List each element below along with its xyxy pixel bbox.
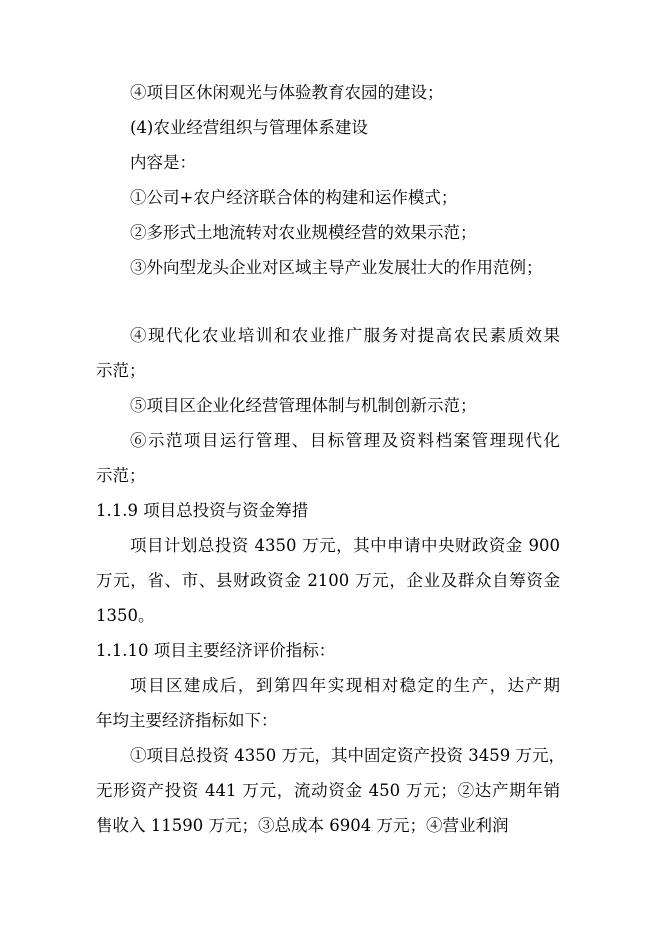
investment-paragraph-line2: 万元，省、市、县财政资金 2100 万元，企业及群众自筹资金 — [96, 571, 560, 590]
list-item-archive-line1: ⑥示范项目运行管理、目标管理及资料档案管理现代化 — [130, 431, 560, 450]
investment-paragraph-line1: 项目计划总投资 4350 万元，其中申请中央财政资金 900 — [130, 536, 560, 555]
investment-paragraph-line3: 1350。 — [96, 606, 155, 625]
indicators-detail-line2: 无形资产投资 441 万元，流动资金 450 万元；②达产期年销 — [96, 781, 560, 800]
section-heading-economic-indicators: 1.1.10 项目主要经济评价指标： — [96, 641, 336, 660]
list-item-leisure-garden: ④项目区休闲观光与体验教育农园的建设； — [130, 83, 444, 102]
list-item-training-line2: 示范； — [96, 361, 146, 380]
content-label: 内容是： — [130, 153, 196, 172]
indicators-paragraph-line1: 项目区建成后，到第四年实现相对稳定的生产，达产期 — [130, 676, 560, 695]
list-item-leading-enterprise: ③外向型龙头企业对区域主导产业发展壮大的作用范例； — [130, 258, 543, 277]
list-item-management-innovation: ⑤项目区企业化经营管理体制与机制创新示范； — [130, 396, 477, 415]
section-heading-organization: (4)农业经营组织与管理体系建设 — [130, 118, 368, 137]
indicators-detail-line3: 售收入 11590 万元；③总成本 6904 万元；④营业利润 — [96, 816, 509, 835]
list-item-land-transfer: ②多形式土地流转对农业规模经营的效果示范； — [130, 223, 477, 242]
list-item-archive-line2: 示范； — [96, 466, 146, 485]
indicators-detail-line1: ①项目总投资 4350 万元，其中固定资产投资 3459 万元， — [130, 746, 565, 765]
indicators-paragraph-line2: 年均主要经济指标如下： — [96, 711, 278, 730]
list-item-training-line1: ④现代化农业培训和农业推广服务对提高农民素质效果 — [130, 326, 560, 345]
list-item-company-farmer: ①公司+农户经济联合体的构建和运作模式； — [130, 188, 458, 207]
section-heading-investment: 1.1.9 项目总投资与资金筹措 — [96, 501, 309, 520]
